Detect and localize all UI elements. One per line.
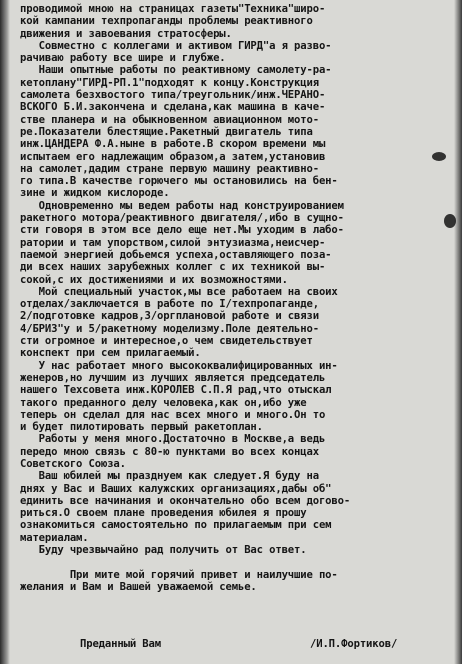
signature: /И.П.Фортиков/	[310, 638, 398, 650]
text-line: рачиваю работу все шире и глубже.	[20, 52, 226, 65]
text-line: Советского Союза.	[20, 457, 126, 470]
text-line: 4/БРИЗ"у и 5/ракетному моделизму.Поле деятельно-	[20, 322, 319, 335]
text-line: испытаем его надлежащим образом,а затем,установив	[20, 150, 326, 163]
text-line: теперь он сделал для нас всех много и много.Он то	[20, 408, 326, 421]
text-line: конспект при сем прилагаемый.	[20, 347, 201, 360]
text-line: днях у Вас и Ваших калужских организациях,дабы об"	[20, 482, 332, 495]
text-line: Ваш юбилей мы празднуем как следует.Я буду на	[20, 470, 319, 483]
text-line: Работы у меня много.Достаточно в Москве,а ведь	[20, 433, 326, 446]
text-line: передо мною связь с 80-ю пунктами во всех концах	[20, 445, 319, 458]
text-line: Наши опытные работы по реактивному самолету-ра-	[20, 64, 332, 77]
text-line: Совместно с коллегами и активом ГИРД"а я разво-	[20, 39, 332, 52]
letter-body	[20, 3, 454, 593]
text-line: риться.О своем плане проведения юбилея я прошу	[20, 507, 307, 520]
text-line: го типа.В качестве горючего мы остановились на бен-	[20, 175, 338, 188]
text-line: ВСКОГО Б.И.закончена и сделана,как машина в каче-	[20, 101, 326, 114]
text-line: ракетного мотора/реактивного двигателя/,ибо в сущно-	[20, 212, 344, 225]
text-line: ре.Показатели блестящие.Ракетный двигатель типа	[20, 125, 313, 138]
text-line: Одновременно мы ведем работы над конструированием	[20, 199, 344, 212]
text-line: зине и жидком кислороде.	[20, 187, 170, 200]
text-line: на самолет,дадим стране первую машину реактивно-	[20, 162, 319, 175]
text-line: Буду чрезвычайно рад получить от Вас ответ.	[20, 544, 307, 557]
text-line: ди всех наших зарубежных коллег с их техникой вы-	[20, 261, 326, 274]
ink-blot	[444, 214, 456, 228]
text-line: инж.ЦАНДЕРА Ф.А.ныне в работе.В скором времени мы	[20, 138, 326, 151]
text-line: самолета безхвостого типа/треугольник/инж.ЧЕРАНО-	[20, 89, 326, 102]
text-line: Мой специальный участок,мы все работаем на своих	[20, 285, 338, 298]
page-left-shadow	[0, 0, 10, 664]
ink-blot	[432, 152, 446, 161]
text-line: кетоплану"ГИРД-РП.1"подходят к концу.Конструкция	[20, 76, 319, 89]
text-line: паемой энергией добьемся успеха,оставляющего поза-	[20, 248, 332, 261]
text-line: кой кампании техпропаганды проблемы реактивного	[20, 15, 313, 28]
text-line: стве планера и на обыкновенном авиационном мото-	[20, 113, 319, 126]
text-line: материалам.	[20, 531, 89, 544]
text-line: женеров,но лучшим из лучших является председатель	[20, 371, 326, 384]
text-line: 2/подготовке кадров,3/оргплановой работе и связи	[20, 310, 319, 323]
text-line: такого преданного делу человека,как он,ибо уже	[20, 396, 307, 409]
text-line: ратории и там упорством,силой энтузиазма,неисчер-	[20, 236, 326, 249]
text-line: сокой,с их достижениями и их возможностями.	[20, 273, 288, 286]
text-line: ознакомиться самостоятельно по прилагаемым при сем	[20, 519, 332, 532]
text-line: сти огромное и интересное,о чем свидетельствует	[20, 335, 313, 348]
text-line: единить все начинания и окончательно обо всем догово-	[20, 494, 351, 507]
text-line: желания и Вам и Вашей уважаемой семье.	[20, 580, 257, 593]
text-line: отделах/заключается в работе по I/техпропаганде,	[20, 298, 319, 311]
closing-phrase: Преданный Вам	[80, 638, 161, 650]
text-line	[20, 556, 454, 568]
text-line: При мите мой горячий привет и наилучшие по-	[20, 568, 338, 581]
text-line: сти говоря в этом все дело еще нет.Мы уходим в лабо-	[20, 224, 344, 237]
text-line: У нас работает много высококвалифицированных ин-	[20, 359, 338, 372]
text-line: проводимой мною на страницах газеты"Техника"широ-	[20, 3, 326, 15]
text-line: нашего Техсовета инж.КОРОЛЕВ С.П.Я рад,что отыскал	[20, 384, 332, 397]
text-line: и будет пилотировать первый ракетоплан.	[20, 421, 263, 434]
text-line: движения и завоевания стратосферы.	[20, 27, 232, 40]
page-right-shadow	[454, 0, 462, 664]
